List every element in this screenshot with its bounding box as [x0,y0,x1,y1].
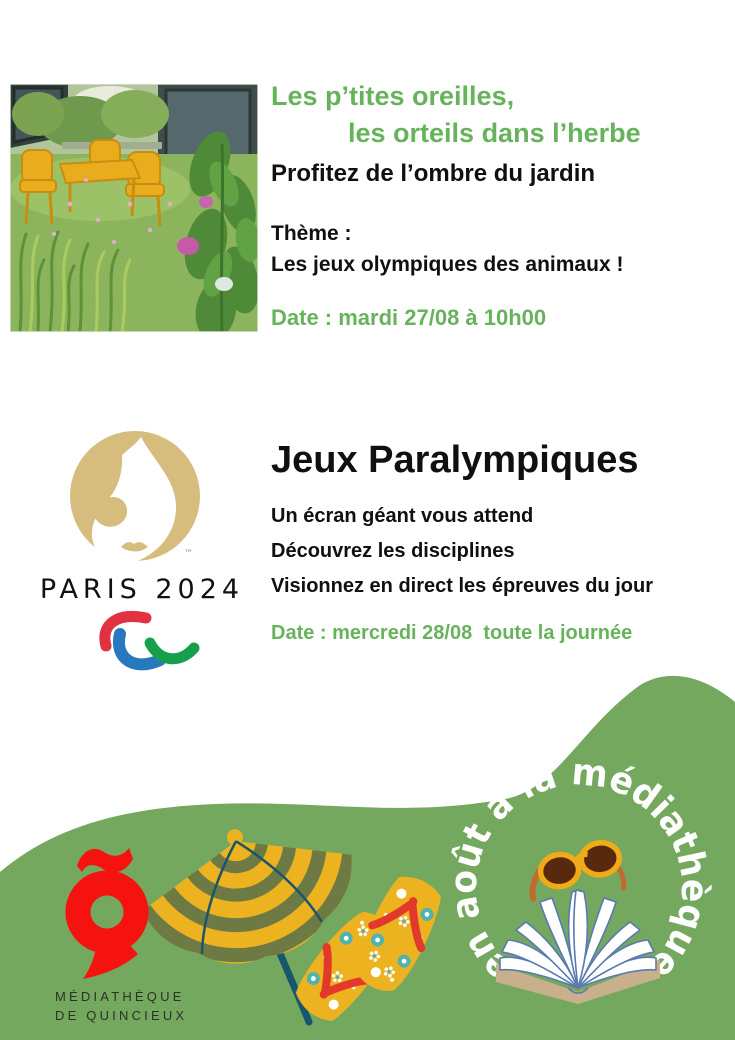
event2-line3: Visionnez en direct les épreuves du jour [271,575,653,597]
event1-theme: Les jeux olympiques des animaux ! [271,253,624,276]
event1-theme-label: Thème : [271,222,352,245]
event2-title: Jeux Paralympiques [271,439,639,481]
paris-2024-logo [40,431,244,664]
garden-photo [10,84,265,343]
event2-line2: Découvrez les disciplines [271,540,515,562]
org-name-line1: MÉDIATHÈQUE [55,989,185,1004]
trademark-symbol: ™ [184,549,193,559]
curved-banner-text: en août à la médiathèque [441,749,717,991]
event2-line1: Un écran géant vous attend [271,505,534,527]
event2-date: Date : mercredi 28/08 toute la journée [271,622,633,644]
event1-date: Date : mardi 27/08 à 10h00 [271,305,547,330]
event1-subtitle: Profitez de l’ombre du jardin [271,160,596,187]
paris-2024-wordmark: PARIS 2024 [39,574,245,605]
org-name-line2: DE QUINCIEUX [55,1008,188,1023]
event1-title-line1: Les p’tites oreilles, [271,81,515,111]
paralympic-agitos-icon [105,616,194,664]
event1-title-line2: les orteils dans l’herbe [348,118,641,148]
